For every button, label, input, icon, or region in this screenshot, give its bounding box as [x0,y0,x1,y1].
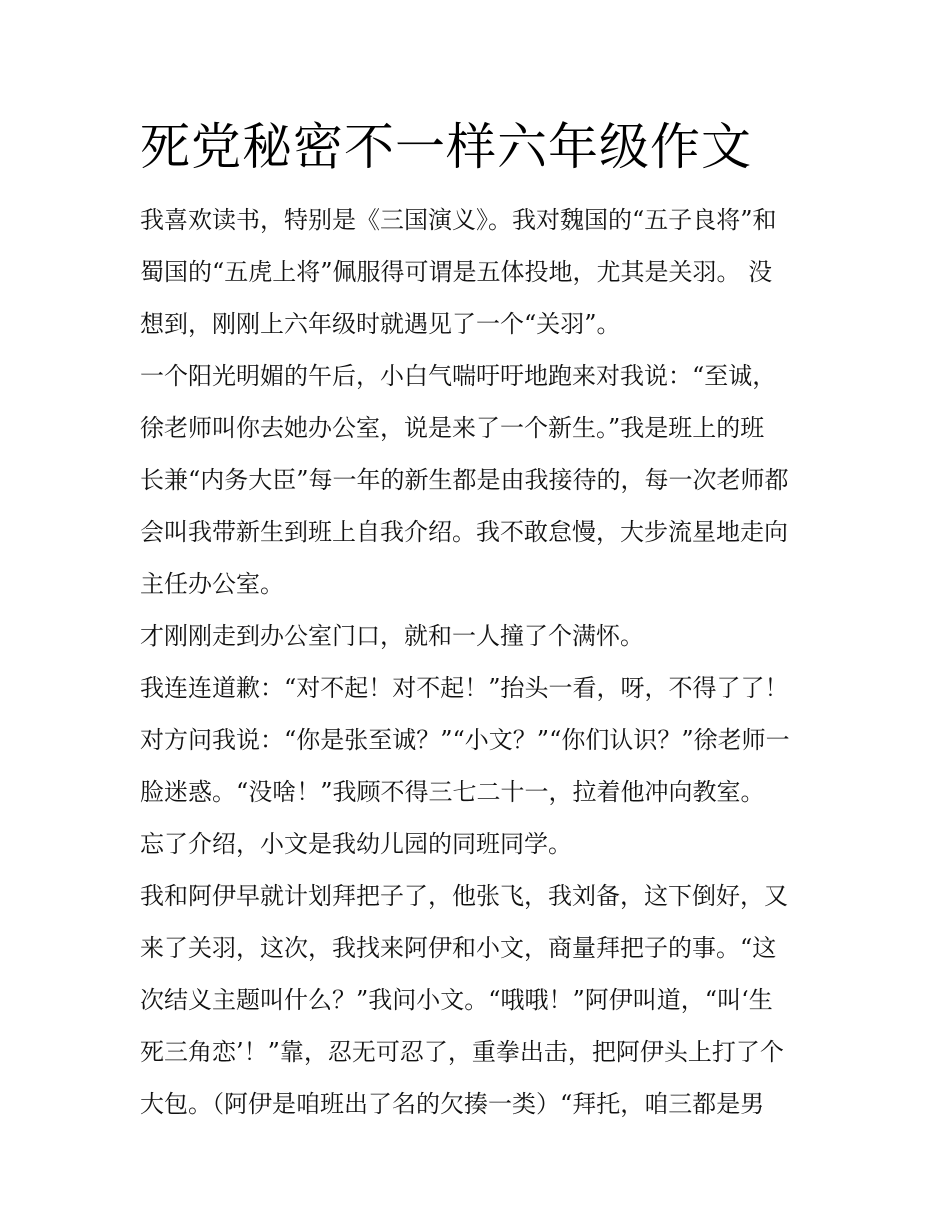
text-line: 来了关羽，这次，我找来阿伊和小文，商量拜把子的事。“这 [140,934,777,962]
text-line: 主任办公室。 [140,570,284,598]
document-body [140,194,820,1130]
text-line: 忘了介绍，小文是我幼儿园的同班同学。 [140,830,572,858]
text-line: 徐老师叫你去她办公室，说是来了一个新生。”我是班上的班 [140,414,765,442]
text-line: 我喜欢读书，特别是《三国演义》。我对魏国的“五子良将”和 [140,206,777,234]
text-line: 次结义主题叫什么？”我问小文。“哦哦！”阿伊叫道，“叫‘生 [140,986,773,1014]
text-line: 蜀国的“五虎上将”佩服得可谓是五体投地，尤其是关羽。 没 [140,258,773,286]
text-line: 想到，刚刚上六年级时就遇见了一个“关羽”。 [140,310,621,338]
text-line: 大包。（阿伊是咱班出了名的欠揍一类）“拜托，咱三都是男 [140,1090,765,1118]
text-line: 会叫我带新生到班上自我介绍。我不敢怠慢，大步流星地走向 [140,518,788,546]
text-line: 长兼“内务大臣”每一年的新生都是由我接待的，每一次老师都 [140,466,789,494]
text-line: 才刚刚走到办公室门口，就和一人撞了个满怀。 [140,622,644,650]
document-title: 死党秘密不一样六年级作文 [140,118,752,176]
text-line: 我连连道歉：“对不起！对不起！”抬头一看，呀，不得了了！ [140,674,789,702]
text-line: 死三角恋’！”靠，忍无可忍了，重拳出击，把阿伊头上打了个 [140,1038,784,1066]
text-line: 我和阿伊早就计划拜把子了，他张飞，我刘备，这下倒好，又 [140,882,788,910]
text-line: 一个阳光明媚的午后，小白气喘吁吁地跑来对我说：“至诚， [140,362,777,390]
text-line: 对方问我说：“你是张至诚？”“小文？”“你们认识？”徐老师一 [140,726,790,754]
text-line: 脸迷惑。“没啥！”我顾不得三七二十一，拉着他冲向教室。 [140,778,765,806]
